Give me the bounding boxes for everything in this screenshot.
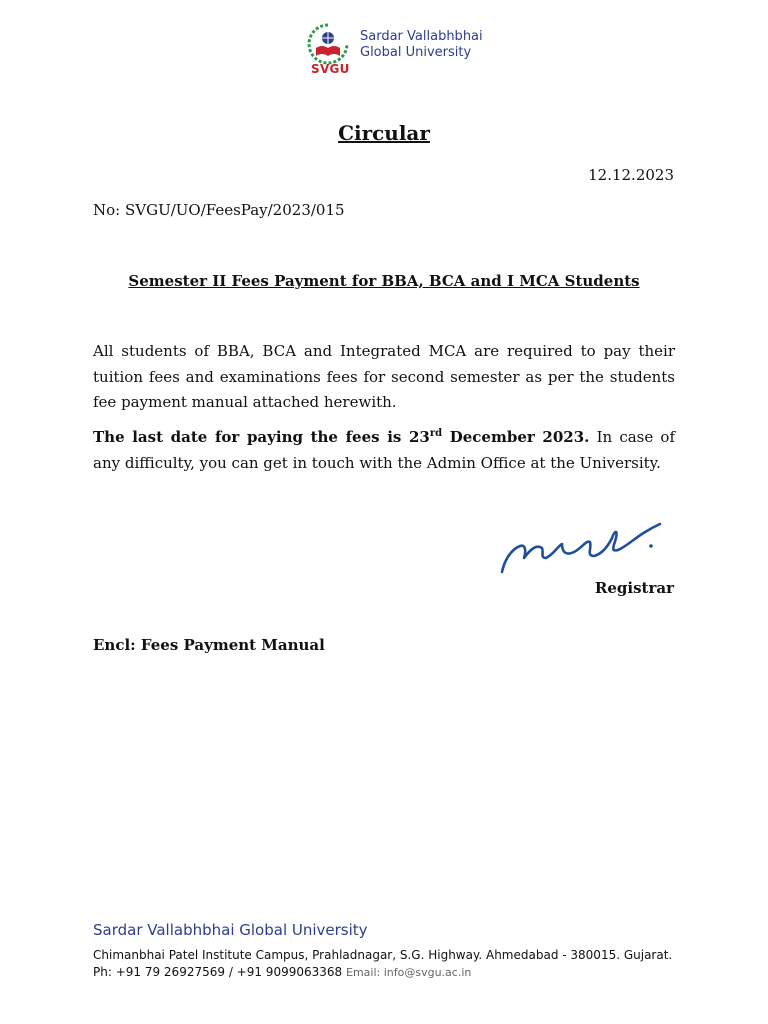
logo-abbreviation: SVGU: [311, 62, 350, 76]
contact-instruction: In case of any difficulty, you can get in touch with the Admin Office at the University.: [93, 428, 675, 472]
signatory-title: Registrar: [594, 579, 674, 597]
logo-name-line1: Sardar Vallabhbhai: [360, 29, 483, 44]
deadline-suffix: December 2023.: [442, 428, 590, 446]
reference-number: No: SVGU/UO/FeesPay/2023/015: [93, 201, 345, 219]
deadline-text: [93, 428, 589, 446]
subject-line: Semester II Fees Payment for BBA, BCA and I MCA Students: [128, 272, 640, 290]
logo-name-line2: Global University: [360, 45, 472, 60]
enclosure-note: Encl: Fees Payment Manual: [93, 636, 325, 654]
logo-university-name: [360, 29, 483, 61]
university-logo: [302, 22, 502, 80]
footer-address: Chimanbhai Patel Institute Campus, Prahladnagar, S.G. Highway. Ahmedabad - 380015. Gujarat.: [93, 948, 673, 962]
footer-contact: [93, 965, 471, 979]
footer-university-name: Sardar Vallabhbhai Global University: [93, 921, 368, 939]
registrar-signature: [496, 516, 668, 578]
footer-email: Email: info@svgu.ac.in: [346, 966, 472, 979]
document-title: Circular: [338, 121, 430, 145]
deadline-prefix: The last date for paying the fees is 23: [93, 428, 430, 446]
body-paragraph-1: All students of BBA, BCA and Integrated MCA are required to pay their tuition fees and examinations fees for second semester as per the students fee payment manual attached herewith.: [93, 342, 675, 412]
document-date: 12.12.2023: [588, 166, 674, 184]
university-emblem-icon: [302, 22, 354, 66]
date-ordinal-suffix: rd: [429, 428, 443, 439]
footer-phone: Ph: +91 79 26927569 / +91 9099063368: [93, 965, 343, 979]
body-paragraph-2: [93, 425, 675, 476]
